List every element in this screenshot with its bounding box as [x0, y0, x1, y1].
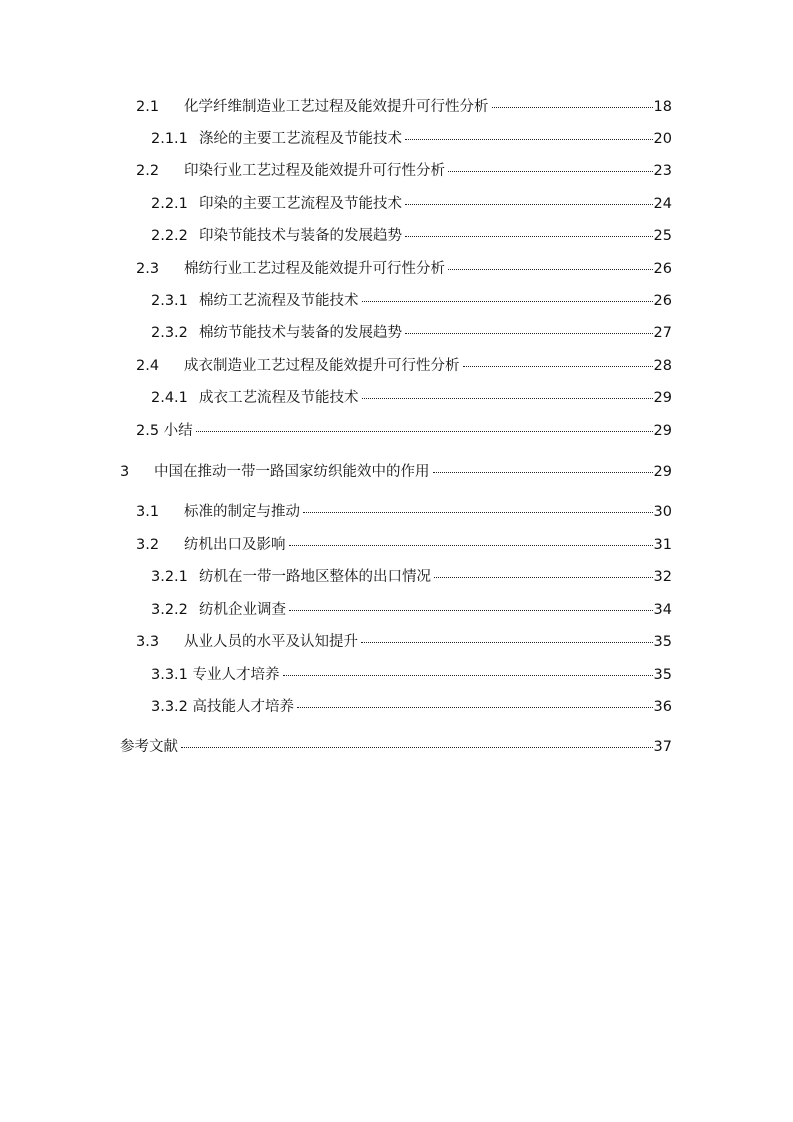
- toc-entry-3-1[interactable]: [136, 501, 672, 523]
- toc-entry-2-2-2[interactable]: [151, 225, 672, 247]
- toc-entry-number: 3.3: [136, 634, 160, 650]
- toc-entry-number: 3.1: [136, 504, 160, 520]
- toc-entry-page: 30: [653, 504, 672, 520]
- toc-entry-number: 3.2.2: [151, 602, 188, 618]
- toc-entry-page: 37: [653, 739, 672, 755]
- toc-entry-page: 23: [653, 163, 672, 179]
- toc-entry-page: 25: [653, 228, 672, 244]
- dot-leader: [289, 545, 653, 546]
- toc-entry-number: 2.2.1: [151, 196, 188, 212]
- toc-entry-page: 32: [653, 569, 672, 585]
- toc-entry-title: 纺机企业调查: [199, 602, 286, 618]
- toc-entry-2-1-1[interactable]: [151, 128, 672, 150]
- toc-entry-page: 35: [653, 667, 672, 683]
- dot-leader: [448, 269, 653, 270]
- dot-leader: [492, 107, 653, 108]
- toc-entry-3-3-1[interactable]: [151, 664, 672, 686]
- dot-leader: [448, 171, 653, 172]
- dot-leader: [181, 747, 653, 748]
- toc-entry-2-3-1[interactable]: [151, 290, 672, 312]
- toc-entry-number: 2.2.2: [151, 228, 188, 244]
- toc-entry-title: 从业人员的水平及认知提升: [184, 634, 358, 650]
- toc-entry-title: 3.3.2 高技能人才培养: [151, 699, 295, 715]
- toc-entry-title: 2.5 小结: [136, 423, 193, 439]
- toc-entry-title: 标准的制定与推动: [184, 504, 300, 520]
- toc-entry-2-1[interactable]: [136, 96, 672, 118]
- dot-leader: [361, 642, 653, 643]
- toc-entry-page: 31: [653, 537, 672, 553]
- dot-leader: [289, 610, 653, 611]
- dot-leader: [303, 512, 653, 513]
- toc-entry-title: 纺机在一带一路地区整体的出口情况: [199, 569, 431, 585]
- toc-entry-page: 26: [653, 261, 672, 277]
- toc-entry-2-2-1[interactable]: [151, 193, 672, 215]
- toc-entry-title: 化学纤维制造业工艺过程及能效提升可行性分析: [184, 99, 489, 115]
- dot-leader: [405, 204, 653, 205]
- dot-leader: [196, 431, 653, 432]
- toc-entry-page: 34: [653, 602, 672, 618]
- toc-entry-number: 3.2: [136, 537, 160, 553]
- toc-entry-3[interactable]: [120, 461, 672, 483]
- toc-entry-2-5[interactable]: [136, 420, 672, 442]
- toc-entry-page: 28: [653, 358, 672, 374]
- toc-entry-title: 3.3.1 专业人才培养: [151, 667, 280, 683]
- toc-entry-number: 3: [120, 464, 130, 480]
- toc-entry-page: 27: [653, 325, 672, 341]
- dot-leader: [362, 301, 653, 302]
- toc-entry-title: 印染的主要工艺流程及节能技术: [199, 196, 402, 212]
- toc-entry-page: 18: [653, 99, 672, 115]
- toc-entry-title: 棉纺行业工艺过程及能效提升可行性分析: [184, 261, 445, 277]
- toc-entry-page: 35: [653, 634, 672, 650]
- toc-entry-title: 涤纶的主要工艺流程及节能技术: [199, 131, 402, 147]
- toc-entry-number: 2.4.1: [151, 390, 188, 406]
- toc-entry-3-2-1[interactable]: [151, 566, 672, 588]
- toc-entry-number: 2.2: [136, 163, 160, 179]
- toc-entry-number: 2.1: [136, 99, 160, 115]
- toc-entry-2-3[interactable]: [136, 258, 672, 280]
- toc-entry-page: 29: [653, 464, 672, 480]
- toc-entry-number: 2.3: [136, 261, 160, 277]
- dot-leader: [405, 139, 653, 140]
- toc-entry-title: 成衣制造业工艺过程及能效提升可行性分析: [184, 358, 460, 374]
- toc-entry-title: 纺机出口及影响: [184, 537, 286, 553]
- toc-entry-title: 印染行业工艺过程及能效提升可行性分析: [184, 163, 445, 179]
- toc-entry-number: 2.3.1: [151, 293, 188, 309]
- dot-leader: [405, 236, 653, 237]
- toc-entry-2-4[interactable]: [136, 355, 672, 377]
- toc-entry-page: 20: [653, 131, 672, 147]
- toc-entry-number: 2.4: [136, 358, 160, 374]
- toc-entry-page: 36: [653, 699, 672, 715]
- toc-entry-title: 印染节能技术与装备的发展趋势: [199, 228, 402, 244]
- toc-entry-title: 中国在推动一带一路国家纺织能效中的作用: [154, 464, 430, 480]
- toc-entry-2-2[interactable]: [136, 160, 672, 182]
- dot-leader: [297, 707, 653, 708]
- toc-entry-3-2-2[interactable]: [151, 599, 672, 621]
- toc-entry-title: 棉纺节能技术与装备的发展趋势: [199, 325, 402, 341]
- dot-leader: [433, 472, 653, 473]
- toc-entry-2-4-1[interactable]: [151, 387, 672, 409]
- dot-leader: [405, 333, 653, 334]
- toc-entry-3-2[interactable]: [136, 534, 672, 556]
- toc-entry-3-3[interactable]: [136, 631, 672, 653]
- dot-leader: [463, 366, 653, 367]
- toc-entry-number: 3.2.1: [151, 569, 188, 585]
- toc-entry-3-3-2[interactable]: [151, 696, 672, 718]
- toc-entry-title: 成衣工艺流程及节能技术: [199, 390, 359, 406]
- toc-entry-page: 26: [653, 293, 672, 309]
- dot-leader: [283, 675, 653, 676]
- toc-entry-page: 24: [653, 196, 672, 212]
- dot-leader: [362, 398, 653, 399]
- toc-entry-title: 棉纺工艺流程及节能技术: [199, 293, 359, 309]
- toc-entry-page: 29: [653, 390, 672, 406]
- toc-entry-page: 29: [653, 423, 672, 439]
- toc-entry-references[interactable]: [120, 736, 672, 758]
- toc-entry-number: 2.1.1: [151, 131, 188, 147]
- toc-entry-2-3-2[interactable]: [151, 322, 672, 344]
- toc-entry-number: 2.3.2: [151, 325, 188, 341]
- toc-entry-title: 参考文献: [120, 739, 178, 755]
- dot-leader: [434, 577, 653, 578]
